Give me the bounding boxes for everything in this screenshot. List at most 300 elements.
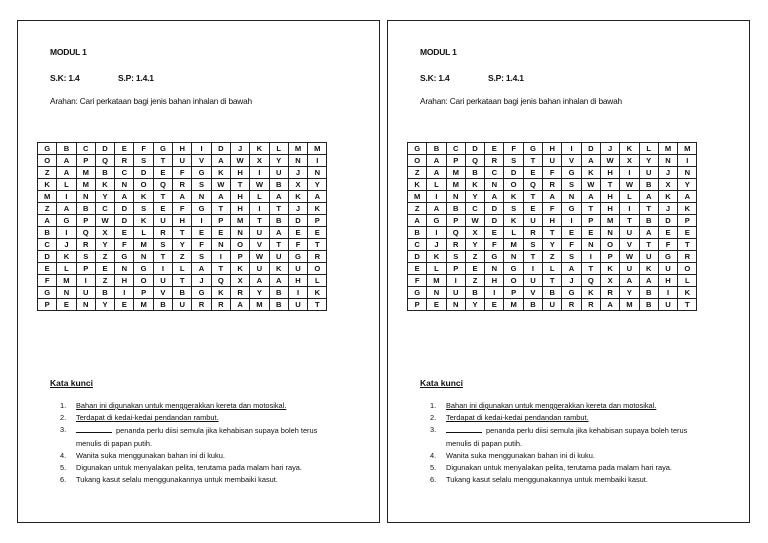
- grid-cell[interactable]: R: [581, 299, 600, 311]
- grid-cell[interactable]: T: [230, 179, 249, 191]
- grid-cell[interactable]: G: [153, 143, 172, 155]
- grid-cell[interactable]: A: [620, 275, 639, 287]
- grid-cell[interactable]: I: [250, 167, 269, 179]
- grid-cell[interactable]: D: [465, 143, 484, 155]
- grid-cell[interactable]: U: [523, 275, 542, 287]
- grid-cell[interactable]: K: [269, 263, 288, 275]
- grid-cell[interactable]: I: [446, 275, 465, 287]
- grid-cell[interactable]: E: [288, 227, 307, 239]
- grid-cell[interactable]: U: [658, 299, 677, 311]
- grid-cell[interactable]: U: [269, 251, 288, 263]
- grid-cell[interactable]: S: [192, 179, 211, 191]
- grid-cell[interactable]: K: [308, 203, 327, 215]
- grid-cell[interactable]: B: [465, 167, 484, 179]
- grid-cell[interactable]: I: [192, 215, 211, 227]
- grid-cell[interactable]: E: [562, 227, 581, 239]
- grid-cell[interactable]: U: [250, 227, 269, 239]
- grid-cell[interactable]: U: [250, 263, 269, 275]
- grid-cell[interactable]: A: [269, 227, 288, 239]
- grid-cell[interactable]: K: [57, 251, 76, 263]
- grid-cell[interactable]: R: [485, 155, 504, 167]
- grid-cell[interactable]: T: [153, 191, 172, 203]
- grid-cell[interactable]: F: [504, 143, 523, 155]
- grid-cell[interactable]: B: [523, 299, 542, 311]
- grid-cell[interactable]: M: [308, 143, 327, 155]
- grid-cell[interactable]: Y: [620, 287, 639, 299]
- grid-cell[interactable]: A: [173, 191, 192, 203]
- grid-cell[interactable]: I: [658, 287, 677, 299]
- grid-cell[interactable]: I: [678, 155, 697, 167]
- grid-cell[interactable]: Q: [153, 179, 172, 191]
- grid-cell[interactable]: M: [288, 143, 307, 155]
- grid-cell[interactable]: A: [600, 299, 619, 311]
- grid-cell[interactable]: N: [446, 299, 465, 311]
- grid-cell[interactable]: T: [173, 275, 192, 287]
- grid-cell[interactable]: M: [504, 239, 523, 251]
- grid-cell[interactable]: M: [446, 167, 465, 179]
- grid-cell[interactable]: Y: [250, 287, 269, 299]
- grid-cell[interactable]: V: [192, 155, 211, 167]
- grid-cell[interactable]: T: [523, 251, 542, 263]
- grid-cell[interactable]: B: [465, 287, 484, 299]
- grid-cell[interactable]: Q: [581, 275, 600, 287]
- grid-cell[interactable]: H: [173, 215, 192, 227]
- grid-cell[interactable]: P: [76, 215, 95, 227]
- grid-cell[interactable]: M: [134, 239, 153, 251]
- grid-cell[interactable]: W: [230, 155, 249, 167]
- grid-cell[interactable]: U: [173, 155, 192, 167]
- grid-cell[interactable]: A: [427, 167, 446, 179]
- grid-cell[interactable]: V: [562, 155, 581, 167]
- grid-cell[interactable]: B: [427, 143, 446, 155]
- grid-cell[interactable]: J: [288, 167, 307, 179]
- grid-cell[interactable]: K: [308, 287, 327, 299]
- grid-cell[interactable]: J: [57, 239, 76, 251]
- grid-cell[interactable]: H: [600, 191, 619, 203]
- grid-cell[interactable]: B: [639, 287, 658, 299]
- grid-cell[interactable]: I: [250, 203, 269, 215]
- grid-cell[interactable]: H: [543, 143, 562, 155]
- grid-cell[interactable]: K: [600, 263, 619, 275]
- grid-cell[interactable]: H: [288, 275, 307, 287]
- grid-cell[interactable]: I: [485, 287, 504, 299]
- grid-cell[interactable]: E: [523, 167, 542, 179]
- grid-cell[interactable]: Z: [408, 203, 427, 215]
- grid-cell[interactable]: J: [192, 275, 211, 287]
- grid-cell[interactable]: N: [76, 191, 95, 203]
- grid-cell[interactable]: S: [504, 155, 523, 167]
- grid-cell[interactable]: Y: [639, 155, 658, 167]
- grid-cell[interactable]: K: [211, 287, 230, 299]
- grid-cell[interactable]: C: [485, 167, 504, 179]
- grid-cell[interactable]: F: [408, 275, 427, 287]
- grid-cell[interactable]: T: [543, 227, 562, 239]
- grid-cell[interactable]: N: [581, 239, 600, 251]
- grid-cell[interactable]: A: [581, 191, 600, 203]
- grid-cell[interactable]: G: [562, 203, 581, 215]
- grid-cell[interactable]: F: [192, 239, 211, 251]
- grid-cell[interactable]: K: [134, 191, 153, 203]
- grid-cell[interactable]: K: [581, 287, 600, 299]
- grid-cell[interactable]: F: [38, 275, 57, 287]
- grid-cell[interactable]: X: [250, 155, 269, 167]
- grid-cell[interactable]: V: [250, 239, 269, 251]
- grid-cell[interactable]: O: [308, 263, 327, 275]
- grid-cell[interactable]: W: [620, 179, 639, 191]
- grid-cell[interactable]: D: [485, 203, 504, 215]
- grid-cell[interactable]: D: [581, 143, 600, 155]
- grid-cell[interactable]: F: [543, 167, 562, 179]
- grid-cell[interactable]: T: [639, 203, 658, 215]
- grid-cell[interactable]: G: [192, 287, 211, 299]
- grid-cell[interactable]: M: [678, 143, 697, 155]
- grid-cell[interactable]: C: [408, 239, 427, 251]
- grid-cell[interactable]: G: [115, 251, 134, 263]
- grid-cell[interactable]: K: [211, 167, 230, 179]
- grid-cell[interactable]: E: [115, 143, 134, 155]
- grid-cell[interactable]: T: [153, 155, 172, 167]
- grid-cell[interactable]: I: [115, 287, 134, 299]
- grid-cell[interactable]: S: [134, 203, 153, 215]
- grid-cell[interactable]: A: [639, 275, 658, 287]
- grid-cell[interactable]: O: [134, 275, 153, 287]
- grid-cell[interactable]: D: [115, 215, 134, 227]
- grid-cell[interactable]: T: [620, 215, 639, 227]
- grid-cell[interactable]: J: [562, 275, 581, 287]
- grid-cell[interactable]: R: [115, 155, 134, 167]
- grid-cell[interactable]: T: [543, 275, 562, 287]
- grid-cell[interactable]: I: [562, 143, 581, 155]
- grid-cell[interactable]: N: [658, 155, 677, 167]
- grid-cell[interactable]: V: [153, 287, 172, 299]
- grid-cell[interactable]: L: [308, 275, 327, 287]
- grid-cell[interactable]: D: [211, 143, 230, 155]
- grid-cell[interactable]: S: [134, 155, 153, 167]
- grid-cell[interactable]: T: [308, 299, 327, 311]
- grid-cell[interactable]: N: [115, 179, 134, 191]
- grid-cell[interactable]: W: [581, 179, 600, 191]
- grid-cell[interactable]: Y: [95, 299, 114, 311]
- grid-cell[interactable]: K: [230, 263, 249, 275]
- grid-cell[interactable]: N: [562, 191, 581, 203]
- grid-cell[interactable]: T: [600, 179, 619, 191]
- grid-cell[interactable]: N: [600, 227, 619, 239]
- grid-cell[interactable]: C: [465, 203, 484, 215]
- grid-cell[interactable]: M: [600, 215, 619, 227]
- grid-cell[interactable]: G: [38, 287, 57, 299]
- grid-cell[interactable]: B: [38, 227, 57, 239]
- grid-cell[interactable]: M: [76, 167, 95, 179]
- grid-cell[interactable]: X: [620, 155, 639, 167]
- grid-cell[interactable]: P: [581, 215, 600, 227]
- grid-cell[interactable]: R: [76, 239, 95, 251]
- grid-cell[interactable]: E: [57, 299, 76, 311]
- grid-cell[interactable]: Y: [95, 191, 114, 203]
- grid-cell[interactable]: S: [523, 239, 542, 251]
- grid-cell[interactable]: L: [678, 275, 697, 287]
- grid-cell[interactable]: Y: [543, 239, 562, 251]
- grid-cell[interactable]: U: [620, 263, 639, 275]
- grid-cell[interactable]: R: [543, 179, 562, 191]
- grid-cell[interactable]: R: [211, 299, 230, 311]
- grid-cell[interactable]: B: [269, 299, 288, 311]
- grid-cell[interactable]: P: [211, 215, 230, 227]
- grid-cell[interactable]: M: [134, 299, 153, 311]
- grid-cell[interactable]: L: [543, 263, 562, 275]
- grid-cell[interactable]: F: [134, 143, 153, 155]
- grid-cell[interactable]: G: [134, 263, 153, 275]
- grid-cell[interactable]: U: [153, 215, 172, 227]
- grid-cell[interactable]: R: [523, 227, 542, 239]
- grid-cell[interactable]: K: [134, 215, 153, 227]
- grid-cell[interactable]: N: [192, 191, 211, 203]
- grid-cell[interactable]: W: [211, 179, 230, 191]
- grid-cell[interactable]: N: [288, 155, 307, 167]
- grid-cell[interactable]: U: [543, 155, 562, 167]
- grid-cell[interactable]: Y: [269, 155, 288, 167]
- grid-cell[interactable]: M: [504, 299, 523, 311]
- grid-cell[interactable]: U: [639, 167, 658, 179]
- grid-cell[interactable]: S: [192, 251, 211, 263]
- grid-cell[interactable]: E: [38, 263, 57, 275]
- grid-cell[interactable]: I: [57, 227, 76, 239]
- grid-cell[interactable]: E: [485, 227, 504, 239]
- grid-cell[interactable]: R: [173, 179, 192, 191]
- grid-cell[interactable]: J: [658, 203, 677, 215]
- grid-cell[interactable]: I: [562, 215, 581, 227]
- grid-cell[interactable]: P: [76, 263, 95, 275]
- grid-cell[interactable]: F: [173, 203, 192, 215]
- grid-cell[interactable]: G: [504, 263, 523, 275]
- grid-cell[interactable]: P: [600, 251, 619, 263]
- grid-cell[interactable]: B: [153, 299, 172, 311]
- grid-cell[interactable]: U: [288, 299, 307, 311]
- grid-cell[interactable]: K: [639, 263, 658, 275]
- grid-cell[interactable]: A: [562, 263, 581, 275]
- grid-cell[interactable]: K: [38, 179, 57, 191]
- grid-cell[interactable]: D: [504, 167, 523, 179]
- grid-cell[interactable]: A: [250, 275, 269, 287]
- grid-cell[interactable]: X: [465, 227, 484, 239]
- grid-cell[interactable]: Z: [95, 251, 114, 263]
- grid-cell[interactable]: L: [427, 263, 446, 275]
- grid-cell[interactable]: E: [308, 227, 327, 239]
- grid-cell[interactable]: N: [446, 191, 465, 203]
- grid-cell[interactable]: A: [230, 299, 249, 311]
- grid-cell[interactable]: I: [76, 275, 95, 287]
- grid-cell[interactable]: B: [639, 179, 658, 191]
- grid-cell[interactable]: E: [658, 227, 677, 239]
- grid-cell[interactable]: F: [173, 167, 192, 179]
- grid-cell[interactable]: I: [153, 263, 172, 275]
- grid-cell[interactable]: V: [523, 287, 542, 299]
- grid-cell[interactable]: E: [115, 299, 134, 311]
- grid-cell[interactable]: U: [658, 263, 677, 275]
- grid-cell[interactable]: N: [230, 227, 249, 239]
- grid-cell[interactable]: L: [134, 227, 153, 239]
- grid-cell[interactable]: X: [95, 227, 114, 239]
- grid-cell[interactable]: G: [485, 251, 504, 263]
- grid-cell[interactable]: A: [211, 155, 230, 167]
- grid-cell[interactable]: C: [115, 167, 134, 179]
- grid-cell[interactable]: E: [192, 227, 211, 239]
- grid-cell[interactable]: A: [38, 215, 57, 227]
- grid-cell[interactable]: P: [408, 299, 427, 311]
- grid-cell[interactable]: C: [446, 143, 465, 155]
- grid-cell[interactable]: E: [211, 227, 230, 239]
- grid-cell[interactable]: M: [230, 215, 249, 227]
- grid-cell[interactable]: M: [38, 191, 57, 203]
- grid-cell[interactable]: M: [620, 299, 639, 311]
- grid-cell[interactable]: U: [639, 251, 658, 263]
- grid-cell[interactable]: J: [658, 167, 677, 179]
- grid-cell[interactable]: I: [620, 203, 639, 215]
- grid-cell[interactable]: A: [639, 227, 658, 239]
- grid-cell[interactable]: R: [192, 299, 211, 311]
- grid-cell[interactable]: K: [678, 287, 697, 299]
- grid-cell[interactable]: M: [408, 191, 427, 203]
- grid-cell[interactable]: H: [600, 167, 619, 179]
- grid-cell[interactable]: N: [134, 251, 153, 263]
- grid-cell[interactable]: Q: [446, 227, 465, 239]
- grid-cell[interactable]: U: [173, 299, 192, 311]
- grid-cell[interactable]: O: [408, 155, 427, 167]
- grid-cell[interactable]: R: [153, 227, 172, 239]
- grid-cell[interactable]: E: [485, 143, 504, 155]
- grid-cell[interactable]: S: [153, 239, 172, 251]
- grid-cell[interactable]: Q: [465, 155, 484, 167]
- grid-cell[interactable]: X: [288, 179, 307, 191]
- grid-cell[interactable]: L: [57, 179, 76, 191]
- grid-cell[interactable]: G: [523, 143, 542, 155]
- grid-cell[interactable]: Q: [211, 275, 230, 287]
- grid-cell[interactable]: L: [173, 263, 192, 275]
- grid-cell[interactable]: B: [57, 143, 76, 155]
- grid-cell[interactable]: K: [504, 191, 523, 203]
- grid-cell[interactable]: K: [620, 143, 639, 155]
- grid-cell[interactable]: E: [523, 203, 542, 215]
- grid-cell[interactable]: T: [581, 203, 600, 215]
- grid-cell[interactable]: T: [523, 191, 542, 203]
- grid-cell[interactable]: A: [543, 191, 562, 203]
- grid-cell[interactable]: M: [446, 179, 465, 191]
- grid-cell[interactable]: W: [250, 179, 269, 191]
- grid-cell[interactable]: A: [427, 203, 446, 215]
- grid-cell[interactable]: G: [562, 167, 581, 179]
- grid-cell[interactable]: B: [95, 167, 114, 179]
- grid-cell[interactable]: B: [639, 299, 658, 311]
- grid-cell[interactable]: Y: [95, 239, 114, 251]
- grid-cell[interactable]: T: [211, 263, 230, 275]
- grid-cell[interactable]: H: [230, 167, 249, 179]
- grid-cell[interactable]: H: [230, 191, 249, 203]
- grid-cell[interactable]: B: [446, 203, 465, 215]
- grid-cell[interactable]: R: [446, 239, 465, 251]
- grid-cell[interactable]: U: [76, 287, 95, 299]
- grid-cell[interactable]: Z: [465, 275, 484, 287]
- grid-cell[interactable]: C: [76, 143, 95, 155]
- grid-cell[interactable]: A: [211, 191, 230, 203]
- grid-cell[interactable]: N: [504, 251, 523, 263]
- grid-cell[interactable]: E: [153, 167, 172, 179]
- grid-cell[interactable]: H: [173, 143, 192, 155]
- grid-cell[interactable]: J: [288, 203, 307, 215]
- grid-cell[interactable]: B: [269, 287, 288, 299]
- grid-cell[interactable]: T: [581, 263, 600, 275]
- grid-cell[interactable]: E: [485, 299, 504, 311]
- grid-cell[interactable]: I: [288, 287, 307, 299]
- grid-cell[interactable]: D: [408, 251, 427, 263]
- grid-cell[interactable]: M: [57, 275, 76, 287]
- grid-cell[interactable]: U: [153, 275, 172, 287]
- grid-cell[interactable]: T: [678, 299, 697, 311]
- grid-cell[interactable]: G: [192, 203, 211, 215]
- grid-cell[interactable]: X: [658, 179, 677, 191]
- grid-cell[interactable]: Q: [76, 227, 95, 239]
- grid-cell[interactable]: O: [600, 239, 619, 251]
- grid-cell[interactable]: F: [658, 239, 677, 251]
- grid-cell[interactable]: O: [678, 263, 697, 275]
- grid-cell[interactable]: M: [658, 143, 677, 155]
- grid-cell[interactable]: Z: [38, 203, 57, 215]
- grid-cell[interactable]: L: [250, 191, 269, 203]
- grid-cell[interactable]: P: [446, 215, 465, 227]
- grid-cell[interactable]: K: [581, 167, 600, 179]
- grid-cell[interactable]: B: [95, 287, 114, 299]
- grid-cell[interactable]: A: [115, 191, 134, 203]
- grid-cell[interactable]: J: [230, 143, 249, 155]
- grid-cell[interactable]: O: [504, 179, 523, 191]
- grid-cell[interactable]: G: [288, 251, 307, 263]
- grid-cell[interactable]: H: [485, 275, 504, 287]
- grid-cell[interactable]: S: [76, 251, 95, 263]
- grid-cell[interactable]: B: [173, 287, 192, 299]
- grid-cell[interactable]: P: [76, 155, 95, 167]
- grid-cell[interactable]: U: [523, 215, 542, 227]
- grid-cell[interactable]: Z: [465, 251, 484, 263]
- grid-cell[interactable]: I: [308, 155, 327, 167]
- grid-cell[interactable]: A: [269, 191, 288, 203]
- grid-cell[interactable]: C: [95, 203, 114, 215]
- grid-cell[interactable]: A: [408, 215, 427, 227]
- grid-cell[interactable]: H: [600, 203, 619, 215]
- grid-cell[interactable]: U: [620, 227, 639, 239]
- grid-cell[interactable]: T: [250, 215, 269, 227]
- grid-cell[interactable]: D: [115, 203, 134, 215]
- grid-cell[interactable]: P: [446, 155, 465, 167]
- grid-cell[interactable]: T: [639, 239, 658, 251]
- grid-cell[interactable]: R: [600, 287, 619, 299]
- grid-cell[interactable]: B: [543, 287, 562, 299]
- grid-cell[interactable]: A: [57, 203, 76, 215]
- grid-cell[interactable]: G: [658, 251, 677, 263]
- grid-cell[interactable]: I: [192, 143, 211, 155]
- grid-cell[interactable]: L: [620, 191, 639, 203]
- grid-cell[interactable]: N: [76, 299, 95, 311]
- grid-cell[interactable]: L: [504, 227, 523, 239]
- grid-cell[interactable]: N: [57, 287, 76, 299]
- grid-cell[interactable]: N: [115, 263, 134, 275]
- grid-cell[interactable]: X: [230, 275, 249, 287]
- grid-cell[interactable]: T: [153, 251, 172, 263]
- grid-cell[interactable]: B: [269, 215, 288, 227]
- grid-cell[interactable]: K: [427, 251, 446, 263]
- grid-cell[interactable]: Z: [95, 275, 114, 287]
- grid-cell[interactable]: M: [250, 299, 269, 311]
- grid-cell[interactable]: D: [658, 215, 677, 227]
- grid-cell[interactable]: U: [269, 167, 288, 179]
- grid-cell[interactable]: W: [620, 251, 639, 263]
